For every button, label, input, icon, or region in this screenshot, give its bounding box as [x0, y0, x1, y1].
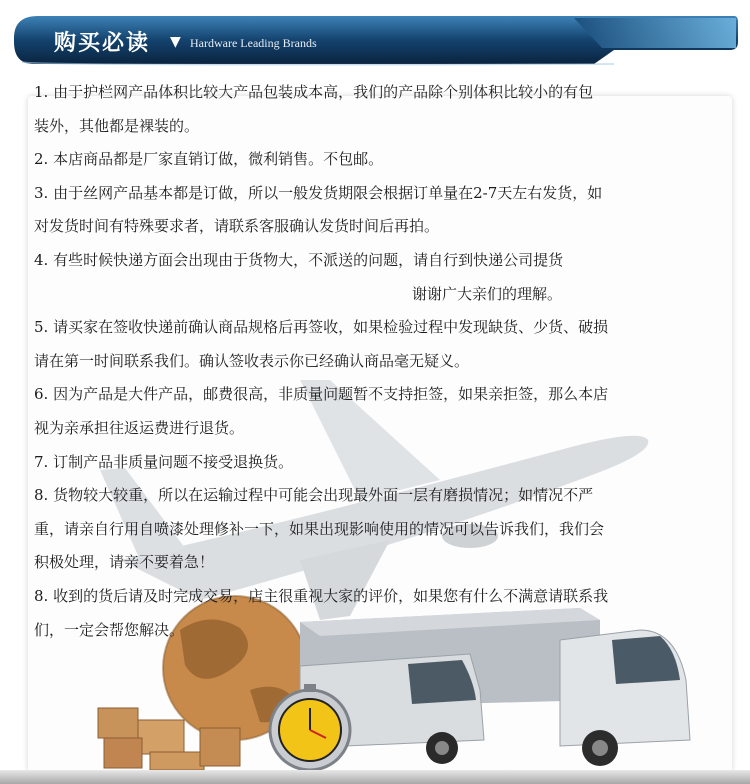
note-line: 5. 请买家在签收快递前确认商品规格后再签收，如果检验过程中发现缺货、少货、破损 [34, 318, 609, 337]
note-line: 7. 订制产品非质量问题不接受退换货。 [34, 452, 294, 471]
note-line: 积极处理，请亲不要着急！ [34, 553, 215, 572]
note-line: 视为亲承担往返运费进行退货。 [34, 418, 245, 437]
note-line: 重，请亲自行用自喷漆处理修补一下，如果出现影响使用的情况可以告诉我们，我们会 [34, 519, 605, 538]
bottom-divider [0, 770, 750, 784]
note-line: 装外，其他都是裸装的。 [34, 116, 200, 135]
note-line: 请在第一时间联系我们。确认签收表示你已经确认商品毫无疑义。 [34, 351, 470, 370]
note-line: 6. 因为产品是大件产品，邮费很高，非质量问题暂不支持拒签，如果亲拒签，那么本店 [34, 385, 609, 404]
note-line: 3. 由于丝网产品基本都是订做，所以一般发货期限会根据订单量在2-7天左右发货，如 [34, 183, 603, 202]
note-line: 对发货时间有特殊要求者，请联系客服确认发货时间后再拍。 [34, 217, 440, 236]
notes-list [34, 76, 734, 647]
note-line: 谢谢广大亲们的理解。 [412, 284, 563, 303]
header-subtitle: Hardware Leading Brands [190, 36, 317, 50]
note-line: 2. 本店商品都是厂家直销订做，微利销售。不包邮。 [34, 150, 384, 169]
header-title: 购买必读 [54, 31, 151, 56]
header-arrow-icon: ▼ [170, 34, 181, 50]
note-line: 8. 货物较大较重，所以在运输过程中可能会出现最外面一层有磨损情况；如情况不严 [34, 486, 594, 505]
note-line: 8. 收到的货后请及时完成交易，店主很重视大家的评价，如果您有什么不满意请联系我 [34, 586, 609, 605]
note-line: 4. 有些时候快递方面会出现由于货物大，不派送的问题，请自行到快递公司提货 [34, 250, 564, 269]
note-line: 1. 由于护栏网产品体积比较大产品包装成本高，我们的产品除个别体积比较小的有包 [34, 83, 594, 101]
note-line: 们，一定会帮您解决。 [34, 620, 185, 639]
